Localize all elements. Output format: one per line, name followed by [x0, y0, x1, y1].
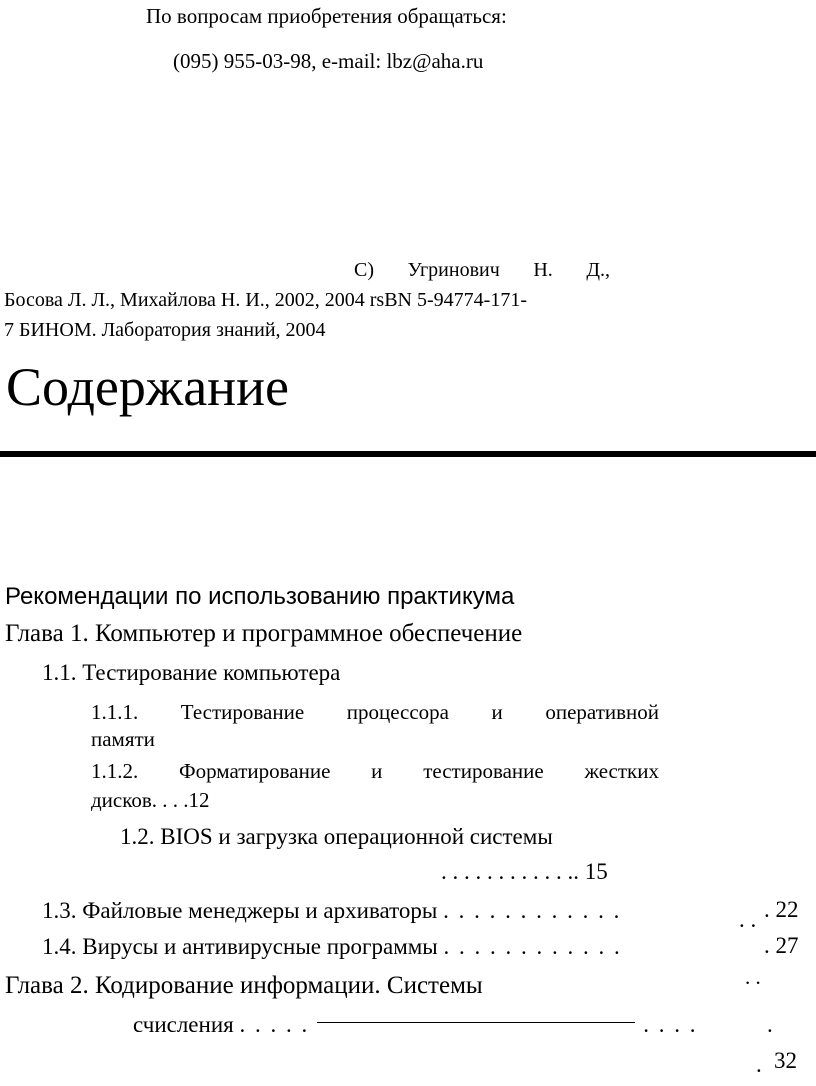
toc-section-1-1-2-cont: дисков. . . .12 [91, 788, 210, 812]
toc-section-1-4-page: . 27 [764, 933, 799, 958]
toc-chapter-2-dot: . [767, 1012, 773, 1037]
toc-section-1-2: 1.2. BIOS и загрузка операционной системы [120, 824, 553, 849]
toc-section-1-3 [42, 898, 621, 924]
toc-chapter-2: Глава 2. Кодирование информации. Системы [5, 972, 483, 999]
toc-chapter-2-leader-1: . . . . . [239, 1012, 310, 1037]
toc-chapter-1: Глава 1. Компьютер и программное обеспечение [5, 620, 523, 647]
toc-section-1-4-leader: . . . . . . . . . . . . [443, 934, 622, 959]
toc-section-1-1-1 [91, 700, 659, 725]
toc-section-1-4-text: 1.4. Вирусы и антивирусные программы [42, 934, 438, 959]
toc-chapter-2-cont-text: счисления [133, 1012, 234, 1037]
author-initial-1: Н. [533, 259, 553, 281]
toc-section-1-2-leader: . . . . . . . . . . . .. 15 [441, 859, 608, 884]
author-surname: Угринович [407, 259, 500, 281]
toc-chapter-2-page-dot: . [756, 1052, 762, 1077]
toc-chapter-2-cont [133, 1012, 697, 1038]
toc-recommendations: Рекомендации по использованию практикума [5, 583, 515, 610]
toc-section-1-3-text: 1.3. Файловые менеджеры и архиваторы [42, 898, 438, 923]
toc-section-1-1-2-text: 1.1.2. Форматирование и тестирование жестких [91, 759, 659, 783]
toc-chapter-2-page: 32 [774, 1048, 797, 1073]
title-rule [0, 451, 816, 457]
toc-section-1-4 [42, 934, 622, 960]
page-title: Содержание [6, 357, 289, 417]
copyright-symbol: C) [354, 259, 374, 281]
copyright-line-2: Босова Л. Л., Михайлова Н. И., 2002, 2004 rsBN 5-94774-171- [4, 289, 527, 311]
toc-section-1-3-page: . 22 [764, 897, 799, 922]
toc-section-1-1-2 [91, 759, 659, 784]
copyright-line-1 [354, 259, 610, 282]
stray-dots: . . [745, 965, 761, 989]
toc-section-1-1-1-text: 1.1.1. Тестирование процессора и оперативной [91, 700, 659, 724]
author-initial-2: Д., [586, 259, 611, 281]
toc-section-1-3-leader: . . . . . . . . . . . . [443, 898, 622, 923]
toc-section-1-3-extra-dots: . . [739, 907, 757, 932]
contact-line-1: По вопросам приобретения обращаться: [146, 4, 507, 28]
contact-line-2: (095) 955-03-98, e-mail: lbz@aha.ru [173, 49, 484, 73]
toc-chapter-2-underline [317, 1022, 635, 1023]
toc-section-1-1: 1.1. Тестирование компьютера [42, 660, 341, 685]
copyright-line-3: 7 БИНОМ. Лаборатория знаний, 2004 [4, 319, 326, 341]
toc-chapter-2-leader-2: . . . . [643, 1012, 698, 1037]
toc-section-1-1-1-cont: памяти [91, 727, 155, 751]
